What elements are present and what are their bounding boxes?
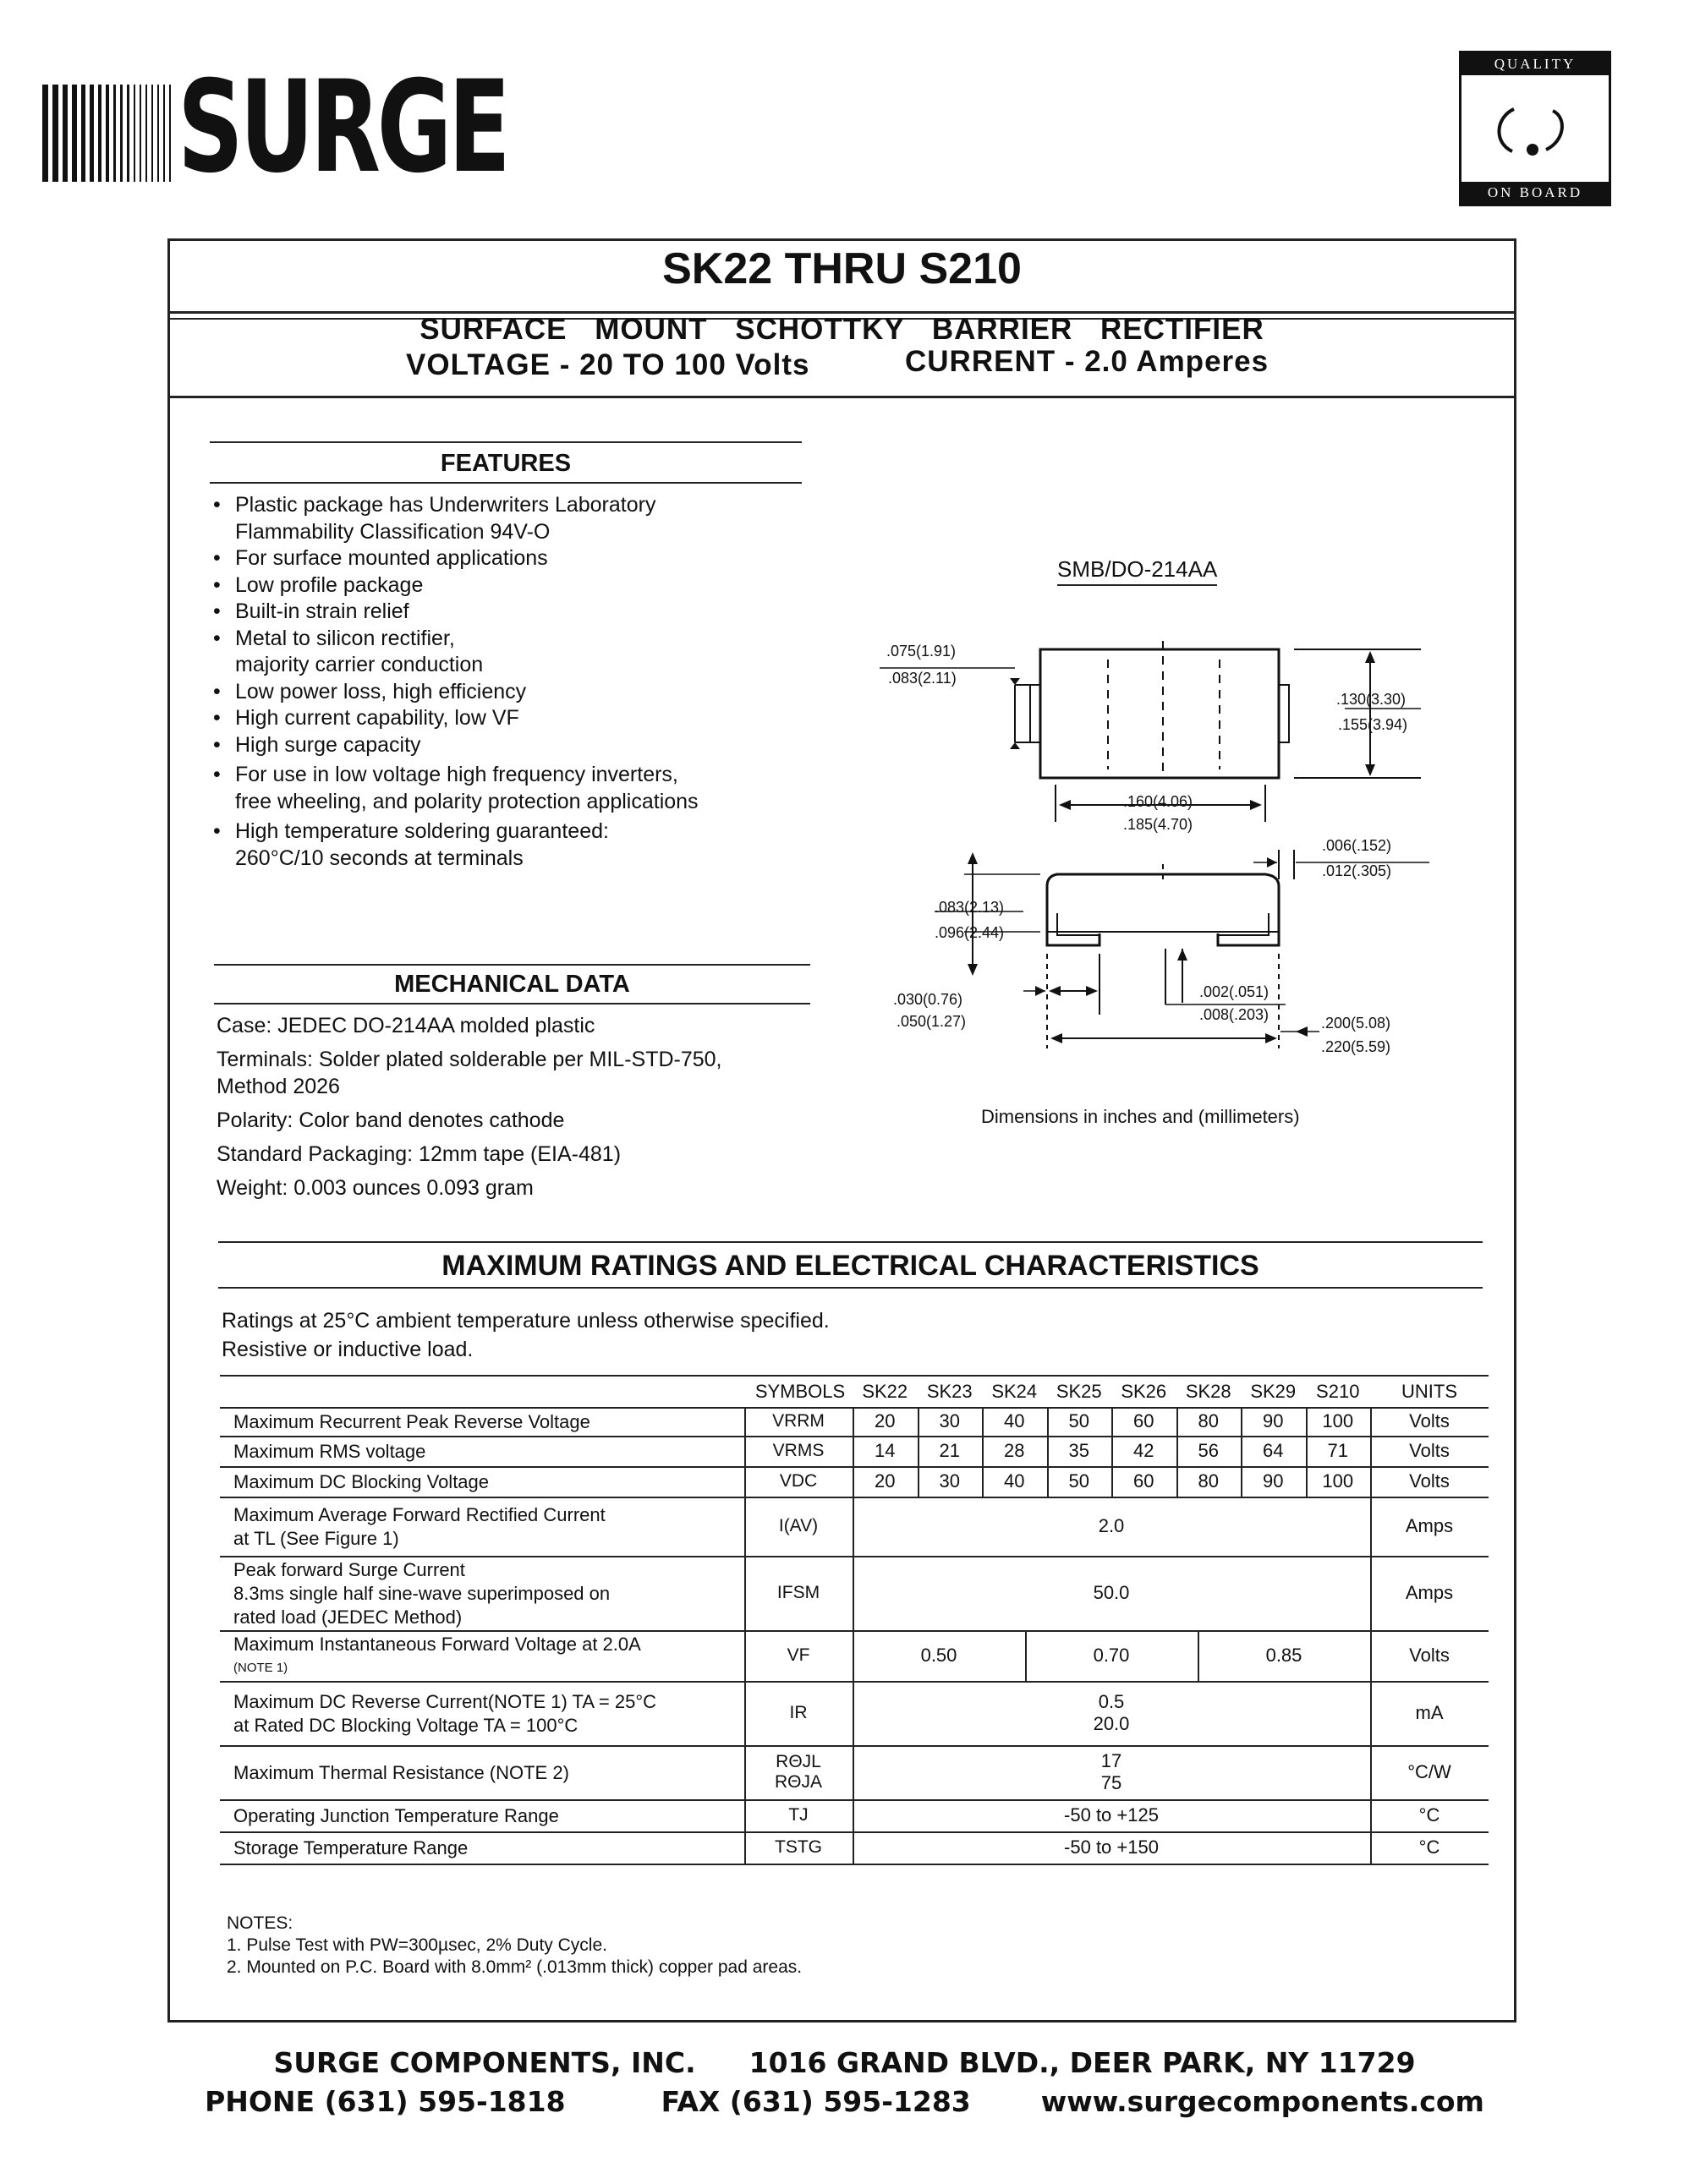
row-value: 100 xyxy=(1322,1470,1354,1492)
table-col-rule xyxy=(1370,1831,1372,1864)
row-label-line: Maximum Thermal Resistance (NOTE 2) xyxy=(233,1762,569,1783)
row-symbol-text: VRRM xyxy=(772,1411,825,1431)
row-value: 56 xyxy=(1198,1440,1219,1461)
dim-a1: .075(1.91) xyxy=(886,643,957,660)
mech-heading: MECHANICAL DATA xyxy=(394,971,630,998)
feature-item xyxy=(211,762,820,815)
feature-text: • Built-in strain relief xyxy=(235,599,409,623)
table-col-rule xyxy=(918,1436,919,1466)
row-value: 100 xyxy=(1322,1410,1354,1431)
row-symbol xyxy=(744,1681,853,1745)
table-col-rule xyxy=(1176,1407,1178,1436)
row-symbol-text: RΘJA xyxy=(774,1772,822,1792)
table-col-rule xyxy=(1047,1436,1049,1466)
dimension-caption: Dimensions in inches and (millimeters) xyxy=(981,1106,1300,1127)
table-col-rule xyxy=(1306,1436,1308,1466)
row-units: Volts xyxy=(1409,1645,1450,1666)
row-value: 0.70 xyxy=(1093,1645,1130,1666)
table-col-rule xyxy=(1370,1799,1372,1831)
row-label-line: rated load (JEDEC Method) xyxy=(233,1607,463,1628)
table-col-rule xyxy=(1370,1745,1372,1799)
row-value: 0.85 xyxy=(1265,1645,1302,1666)
row-label-line: at Rated DC Blocking Voltage TA = 100°C xyxy=(233,1715,579,1736)
note-1: 1. Pulse Test with PW=300µsec, 2% Duty Cycle. xyxy=(227,1935,607,1955)
ratings-table xyxy=(220,1375,1489,1865)
row-value: 14 xyxy=(875,1440,896,1461)
row-label-line: Operating Junction Temperature Range xyxy=(233,1805,559,1826)
row-symbol xyxy=(744,1497,853,1556)
subtitle-line1: SURFACE MOUNT SCHOTTKY BARRIER RECTIFIER xyxy=(420,313,1264,346)
mech-packaging: Standard Packaging: 12mm tape (EIA-481) xyxy=(217,1142,622,1166)
dim-f1: .030(0.76) xyxy=(893,991,963,1008)
table-col-rule xyxy=(1176,1466,1178,1497)
row-units: Volts xyxy=(1409,1440,1450,1461)
row-value xyxy=(853,1556,1370,1630)
mech-method: Method 2026 xyxy=(217,1075,340,1098)
row-value: 60 xyxy=(1133,1410,1154,1431)
row-symbol xyxy=(744,1436,853,1466)
feature-text: • For use in low voltage high frequency inverters, xyxy=(235,763,678,786)
feature-text: • Low profile package xyxy=(235,572,424,597)
feature-text: 260°C/10 seconds at terminals xyxy=(235,846,524,870)
notes-heading: NOTES: xyxy=(227,1913,293,1933)
dim-c2: .185(4.70) xyxy=(1123,816,1193,833)
table-col-rule xyxy=(1370,1466,1372,1497)
table-col-rule xyxy=(982,1407,984,1436)
table-col-rule xyxy=(744,1466,746,1497)
dim-h2: .220(5.59) xyxy=(1321,1038,1391,1055)
row-symbol xyxy=(744,1407,853,1436)
header-part: SK22 xyxy=(862,1381,908,1402)
row-value: 28 xyxy=(1004,1440,1025,1461)
row-label-line: Maximum Average Forward Rectified Current xyxy=(233,1504,606,1525)
row-units: °C xyxy=(1418,1836,1440,1858)
features-heading: FEATURES xyxy=(440,450,572,477)
subtitle-current: CURRENT - 2.0 Amperes xyxy=(905,345,1269,378)
quality-badge xyxy=(1459,51,1611,206)
table-rule xyxy=(220,1375,1489,1377)
footer-website[interactable]: www.surgecomponents.com xyxy=(1040,2085,1484,2118)
subtitle-voltage: VOLTAGE - 20 TO 100 Volts xyxy=(406,348,810,381)
table-col-rule xyxy=(1025,1630,1027,1681)
row-value: 90 xyxy=(1263,1470,1284,1492)
table-col-rule xyxy=(853,1497,854,1556)
feature-text: • High current capability, low VF xyxy=(235,706,519,730)
quality-swirl-icon xyxy=(1461,75,1609,185)
table-col-rule xyxy=(1198,1630,1199,1681)
row-symbol-text: TJ xyxy=(788,1805,809,1825)
table-col-rule xyxy=(853,1436,854,1466)
row-symbol-text: VRMS xyxy=(772,1441,825,1460)
feature-text: • High temperature soldering guaranteed: xyxy=(235,819,609,843)
table-col-rule xyxy=(744,1436,746,1466)
row-units: Volts xyxy=(1409,1410,1450,1431)
row-value xyxy=(853,1831,1370,1864)
package-name: SMB/DO-214AA xyxy=(1057,556,1217,586)
dim-g2: .008(.203) xyxy=(1199,1006,1269,1023)
table-col-rule xyxy=(1241,1436,1242,1466)
row-symbol xyxy=(744,1745,853,1799)
header-part: SK26 xyxy=(1121,1381,1167,1402)
feature-item xyxy=(211,599,820,626)
table-col-rule xyxy=(853,1407,854,1436)
table-col-rule xyxy=(744,1630,746,1681)
dim-h1: .200(5.08) xyxy=(1321,1015,1391,1032)
row-label xyxy=(233,1559,738,1628)
row-value: 21 xyxy=(939,1440,960,1461)
header-part: SK23 xyxy=(926,1381,973,1402)
dim-e1: .083(2.13) xyxy=(935,899,1005,916)
row-value: 30 xyxy=(939,1410,960,1431)
row-label xyxy=(233,1835,738,1862)
table-col-rule xyxy=(744,1745,746,1799)
features-rule-top xyxy=(210,441,802,443)
ratings-note-2: Resistive or inductive load. xyxy=(222,1338,474,1361)
ratings-rule-top xyxy=(218,1241,1483,1243)
table-col-rule xyxy=(853,1831,854,1864)
row-value-text: -50 to +150 xyxy=(1064,1836,1159,1858)
table-col-rule xyxy=(1176,1436,1178,1466)
table-col-rule xyxy=(853,1745,854,1799)
feature-item xyxy=(211,626,820,679)
row-symbol-text: I(AV) xyxy=(778,1516,819,1535)
footer-phone: PHONE (631) 595-1818 xyxy=(205,2085,566,2118)
table-col-rule xyxy=(1370,1556,1372,1630)
feature-text: • For surface mounted applications xyxy=(235,546,548,570)
row-value-text: -50 to +125 xyxy=(1064,1804,1159,1825)
row-symbol-text: IR xyxy=(789,1703,808,1722)
row-value: 42 xyxy=(1133,1440,1154,1461)
header-units: UNITS xyxy=(1401,1381,1457,1402)
row-label-line: Maximum DC Reverse Current(NOTE 1) TA = 25°C xyxy=(233,1691,657,1712)
feature-text: • Metal to silicon rectifier, xyxy=(235,626,455,650)
table-col-rule xyxy=(853,1630,854,1681)
footer-fax: FAX (631) 595-1283 xyxy=(661,2085,971,2118)
dim-c1: .160(4.06) xyxy=(1123,793,1193,810)
row-symbol-text: VDC xyxy=(779,1471,818,1491)
row-value: 35 xyxy=(1068,1440,1089,1461)
mech-terminals: Terminals: Solder plated solderable per MIL-STD-750, xyxy=(217,1048,722,1071)
row-value: 40 xyxy=(1004,1470,1025,1492)
row-label xyxy=(233,1634,738,1679)
table-col-rule xyxy=(744,1799,746,1831)
row-units: Amps xyxy=(1405,1515,1454,1536)
surge-logo xyxy=(42,54,507,201)
feature-text: Flammability Classification 94V-O xyxy=(235,519,551,544)
row-label-line: Maximum DC Blocking Voltage xyxy=(233,1471,490,1492)
row-units: Amps xyxy=(1405,1582,1454,1603)
feature-text: majority carrier conduction xyxy=(235,653,484,676)
feature-text: • Low power loss, high efficiency xyxy=(235,679,527,703)
feature-item xyxy=(211,705,820,732)
row-label-line: (NOTE 1) xyxy=(233,1661,288,1675)
dim-g1: .002(.051) xyxy=(1199,983,1269,1000)
mech-case: Case: JEDEC DO-214AA molded plastic xyxy=(217,1014,595,1037)
row-value-text: 20.0 xyxy=(1093,1713,1130,1734)
dim-d2: .012(.305) xyxy=(1322,862,1392,879)
header-symbols: SYMBOLS xyxy=(754,1381,846,1402)
table-col-rule xyxy=(1111,1436,1113,1466)
table-col-rule xyxy=(744,1831,746,1864)
row-label-line: 8.3ms single half sine-wave superimposed on xyxy=(233,1583,611,1604)
footer-company: SURGE COMPONENTS, INC. xyxy=(273,2046,696,2079)
notes xyxy=(227,1913,802,1979)
table-col-rule xyxy=(1241,1466,1242,1497)
feature-item xyxy=(211,572,820,599)
table-col-rule xyxy=(1370,1630,1372,1681)
row-value: 20 xyxy=(875,1470,896,1492)
table-col-rule xyxy=(982,1466,984,1497)
row-value xyxy=(853,1745,1370,1799)
header-part: SK24 xyxy=(991,1381,1038,1402)
feature-item xyxy=(211,679,820,706)
table-col-rule xyxy=(853,1681,854,1745)
table-col-rule xyxy=(1047,1466,1049,1497)
header-part: SK25 xyxy=(1056,1381,1102,1402)
mech-data xyxy=(217,1012,842,1208)
table-col-rule xyxy=(744,1556,746,1630)
table-col-rule xyxy=(744,1681,746,1745)
row-units: mA xyxy=(1415,1702,1444,1723)
logo-text: SURGE xyxy=(178,54,507,201)
feature-item xyxy=(211,732,820,759)
table-col-rule xyxy=(744,1497,746,1556)
mech-rule-bottom xyxy=(214,1003,810,1004)
footer-line1 xyxy=(0,2046,1689,2079)
table-col-rule xyxy=(1241,1407,1242,1436)
row-symbol xyxy=(744,1556,853,1630)
row-label xyxy=(233,1439,738,1464)
footer-address: 1016 GRAND BLVD., DEER PARK, NY 11729 xyxy=(749,2046,1416,2079)
mech-polarity: Polarity: Color band denotes cathode xyxy=(217,1108,565,1132)
row-value: 20 xyxy=(875,1410,896,1431)
row-value: 90 xyxy=(1263,1410,1284,1431)
row-units: Volts xyxy=(1409,1470,1450,1492)
row-symbol-text: VF xyxy=(787,1645,810,1665)
ratings-rule-bottom xyxy=(218,1287,1483,1289)
feature-item xyxy=(211,818,820,872)
dim-f2: .050(1.27) xyxy=(897,1013,967,1030)
row-value-text: 17 xyxy=(1100,1750,1122,1771)
features-rule-bottom xyxy=(210,482,802,484)
row-value: 60 xyxy=(1133,1470,1154,1492)
header-part: SK29 xyxy=(1250,1381,1297,1402)
feature-text: • Plastic package has Underwriters Laboratory xyxy=(235,493,656,517)
row-value: 71 xyxy=(1327,1440,1348,1461)
ratings-notes xyxy=(222,1306,830,1364)
table-col-rule xyxy=(1370,1497,1372,1556)
row-label-line: Peak forward Surge Current xyxy=(233,1559,465,1580)
header-part: SK28 xyxy=(1185,1381,1231,1402)
table-col-rule xyxy=(1370,1407,1372,1436)
table-col-rule xyxy=(1370,1681,1372,1745)
table-col-rule xyxy=(853,1799,854,1831)
row-label xyxy=(233,1470,738,1495)
row-label-line: Storage Temperature Range xyxy=(233,1837,469,1858)
feature-item xyxy=(211,492,820,545)
subtitle-divider xyxy=(167,396,1516,398)
row-label-line: Maximum Recurrent Peak Reverse Voltage xyxy=(233,1411,590,1432)
row-value xyxy=(853,1497,1370,1556)
row-value-text: 2.0 xyxy=(1098,1515,1125,1536)
row-units: °C xyxy=(1418,1804,1440,1825)
row-symbol-text: TSTG xyxy=(775,1837,822,1857)
row-label xyxy=(233,1684,738,1743)
table-col-rule xyxy=(982,1436,984,1466)
table-col-rule xyxy=(853,1556,854,1630)
row-value-text: 0.5 xyxy=(1098,1691,1125,1712)
row-value xyxy=(853,1681,1370,1745)
row-value: 0.50 xyxy=(920,1645,957,1666)
mech-rule-top xyxy=(214,964,810,966)
row-label-line: Maximum RMS voltage xyxy=(233,1441,426,1462)
ratings-heading: MAXIMUM RATINGS AND ELECTRICAL CHARACTERISTICS xyxy=(441,1250,1259,1282)
dim-a2: .083(2.11) xyxy=(888,670,957,687)
row-label xyxy=(233,1803,738,1830)
table-col-rule xyxy=(1370,1436,1372,1466)
feature-item xyxy=(211,545,820,572)
row-label-line: at TL (See Figure 1) xyxy=(233,1528,399,1549)
footer-line2 xyxy=(0,2085,1689,2118)
table-rule xyxy=(220,1864,1489,1865)
dim-b2: .155(3.94) xyxy=(1338,716,1408,733)
row-label xyxy=(233,1410,738,1434)
row-value: 50 xyxy=(1068,1410,1089,1431)
row-units: °C/W xyxy=(1407,1761,1451,1782)
ratings-note-1: Ratings at 25°C ambient temperature unless otherwise specified. xyxy=(222,1309,830,1333)
feature-text: free wheeling, and polarity protection applications xyxy=(235,789,699,813)
page-title: SK22 THRU S210 xyxy=(662,244,1022,293)
row-symbol xyxy=(744,1630,853,1681)
table-col-rule xyxy=(1306,1407,1308,1436)
table-col-rule xyxy=(1111,1466,1113,1497)
features-list xyxy=(211,492,820,872)
table-col-rule xyxy=(744,1407,746,1436)
row-value: 64 xyxy=(1263,1440,1284,1461)
note-2: 2. Mounted on P.C. Board with 8.0mm² (.013mm thick) copper pad areas. xyxy=(227,1957,803,1977)
header-part: S210 xyxy=(1316,1381,1360,1402)
row-value-text: 50.0 xyxy=(1093,1582,1130,1603)
logo-stripes-icon xyxy=(42,76,186,190)
table-col-rule xyxy=(1047,1407,1049,1436)
dim-d1: .006(.152) xyxy=(1322,837,1392,854)
row-value: 30 xyxy=(939,1470,960,1492)
row-symbol xyxy=(744,1831,853,1864)
dim-b1: .130(3.30) xyxy=(1336,691,1407,708)
dim-e2: .096(2.44) xyxy=(935,924,1005,941)
table-col-rule xyxy=(853,1466,854,1497)
row-symbol-text: RΘJL xyxy=(776,1752,821,1771)
mech-weight: Weight: 0.003 ounces 0.093 gram xyxy=(217,1176,534,1200)
row-symbol xyxy=(744,1466,853,1497)
row-value: 80 xyxy=(1198,1470,1219,1492)
row-value: 40 xyxy=(1004,1410,1025,1431)
table-col-rule xyxy=(918,1407,919,1436)
row-value: 80 xyxy=(1198,1410,1219,1431)
row-value-text: 75 xyxy=(1100,1772,1122,1793)
table-col-rule xyxy=(918,1466,919,1497)
row-symbol-text: IFSM xyxy=(776,1583,820,1602)
badge-top-text: QUALITY xyxy=(1461,53,1609,75)
row-value xyxy=(853,1799,1370,1831)
table-col-rule xyxy=(1111,1407,1113,1436)
row-symbol xyxy=(744,1799,853,1831)
row-label-line: Maximum Instantaneous Forward Voltage at 2.0A xyxy=(233,1634,641,1655)
table-col-rule xyxy=(1306,1466,1308,1497)
row-value: 50 xyxy=(1068,1470,1089,1492)
row-label xyxy=(233,1500,738,1554)
row-label xyxy=(233,1749,738,1798)
feature-text: • High surge capacity xyxy=(235,732,421,757)
badge-bottom-text: ON BOARD xyxy=(1461,182,1609,204)
